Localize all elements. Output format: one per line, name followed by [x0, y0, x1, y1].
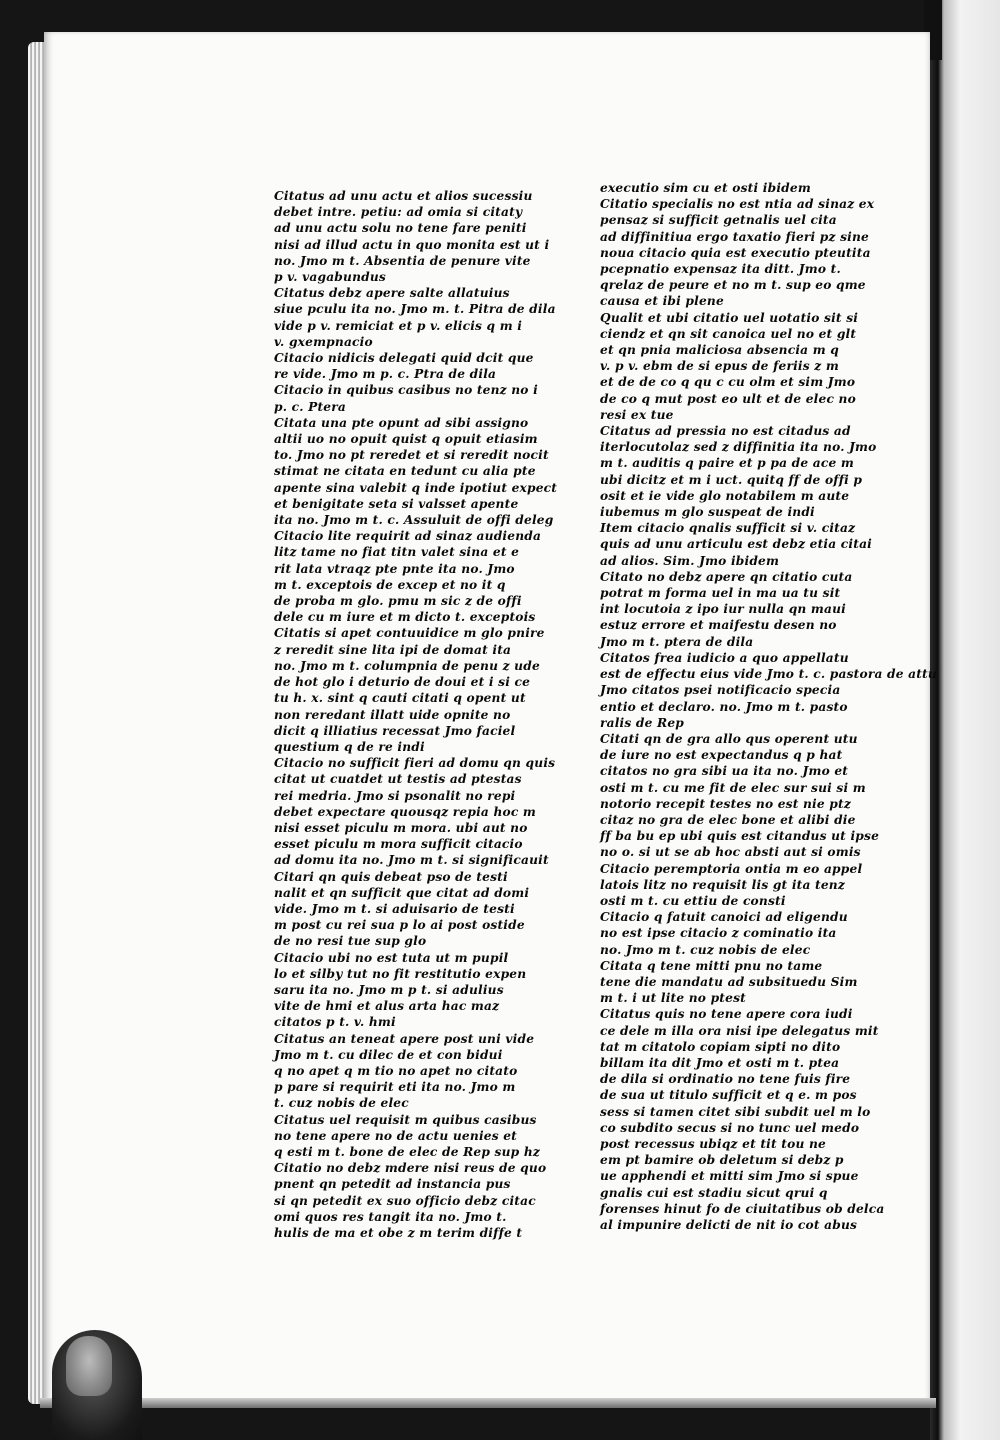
- text-line: to. Jmo no pt reredet et si reredit nocit: [274, 448, 549, 463]
- text-line: debet intre. petiu: ad omia si citaty: [274, 205, 523, 220]
- text-line: ita no. Jmo m t. c. Assuluit de offi deleg: [274, 513, 554, 528]
- text-line: Citatis si apet contuuidice m glo pnire: [274, 626, 545, 641]
- text-line: dicit q illiatius recessat Jmo faciel: [274, 723, 516, 738]
- text-line: nisi ad illud actu in quo monita est ut i: [274, 237, 550, 252]
- text-line: m t. exceptois de excep et no it q: [274, 577, 506, 592]
- text-line: Citacio in quibus casibus no tenz no i: [274, 383, 538, 398]
- text-line: et qn pnia maliciosa absencia m q: [600, 343, 839, 358]
- text-line: m t. i ut lite no ptest: [600, 991, 746, 1006]
- text-line: citaz no gra de elec bone et alibi die: [600, 812, 856, 827]
- text-line: stimat ne citata en tedunt cu alia pte: [274, 464, 536, 479]
- facing-page-edge: [930, 0, 1000, 1440]
- text-line: osit et ie vide glo notabilem m aute: [600, 488, 850, 503]
- text-line: dele cu m iure et m dicto t. exceptois: [274, 610, 536, 625]
- text-line: nisi esset piculu m mora. ubi aut no: [274, 820, 528, 835]
- text-line: Citatio specialis no est ntia ad sinaz ex: [600, 197, 875, 212]
- text-line: ad domu ita no. Jmo m t. si significauit: [274, 853, 549, 868]
- text-line: vide p v. remiciat et p v. elicis q m i: [274, 318, 523, 333]
- text-line: Citacio nidicis delegati quid dcit que: [274, 351, 534, 366]
- text-line: re vide. Jmo m p. c. Ptra de dila: [274, 367, 497, 382]
- text-line: et benigitate seta si valsset apente: [274, 496, 519, 511]
- text-line: tat m citatolo copiam sipti no dito: [600, 1039, 841, 1054]
- text-line: gnalis cui est stadiu sicut qrui q: [600, 1185, 828, 1200]
- text-line: v. gxempnacio: [274, 334, 373, 349]
- text-line: citatos p t. v. hmi: [274, 1015, 396, 1030]
- text-line: rit lata vtraqz pte pnte ita no. Jmo: [274, 561, 515, 576]
- text-line: pcepnatio expensaz ita ditt. Jmo t.: [600, 262, 841, 277]
- page-bottom-edge: [40, 1398, 936, 1408]
- text-line: v. p v. ebm de si epus de feriis z m: [600, 359, 839, 374]
- text-line: omi quos res tangit ita no. Jmo t.: [274, 1209, 507, 1224]
- text-line: entio et declaro. no. Jmo m t. pasto: [600, 699, 848, 714]
- text-line: tu h. x. sint q cauti citati q opent ut: [274, 691, 526, 706]
- text-line: noua citacio quia est executio pteutita: [600, 245, 871, 260]
- text-line: ad diffinitiua ergo taxatio fieri pz sine: [600, 229, 869, 244]
- text-line: resi ex tue: [600, 407, 674, 422]
- text-line: Qualit et ubi citatio uel uotatio sit si: [600, 310, 859, 325]
- text-line: et de de co q qu c cu olm et sim Jmo: [600, 375, 856, 390]
- text-line: iubemus m glo suspeat de indi: [600, 505, 815, 520]
- text-line: estuz errore et maifestu desen no: [600, 618, 837, 633]
- text-line: Item citacio qnalis sufficit si v. citaz: [600, 521, 856, 536]
- text-line: de iure no est expectandus q p hat: [600, 748, 843, 763]
- text-line: no. Jmo m t. Absentia de penure vite: [274, 253, 531, 268]
- text-line: p v. vagabundus: [274, 270, 386, 285]
- text-line: de co q mut post eo ult et de elec no: [600, 391, 856, 406]
- text-line: de proba m glo. pmu m sic z de offi: [274, 594, 522, 609]
- text-line: ce dele m illa ora nisi ipe delegatus mit: [600, 1023, 879, 1038]
- text-line: ralis de Rep: [600, 715, 685, 730]
- text-line: q no apet q m tio no apet no citato: [274, 1063, 518, 1078]
- text-line: Citari qn quis debeat pso de testi: [274, 869, 508, 884]
- text-line: Citacio peremptoria ontia m eo appel: [600, 861, 863, 876]
- text-line: Citati qn de gra allo qus operent utu: [600, 731, 858, 746]
- text-line: Citatus quis no tene apere cora iudi: [600, 1007, 853, 1022]
- text-line: non reredant illatt uide opnite no: [274, 707, 511, 722]
- text-line: Citatio no debz mdere nisi reus de quo: [274, 1161, 547, 1176]
- text-line: altii uo no opuit quist q opuit etiasim: [274, 432, 538, 447]
- text-line: z reredit sine lita ipi de domat ita: [274, 642, 512, 657]
- text-line: de hot glo i deturio de doui et i si ce: [274, 675, 531, 690]
- text-line: saru ita no. Jmo m p t. si adulius: [274, 982, 504, 997]
- text-line: Citacio q fatuit canoici ad eligendu: [600, 910, 848, 925]
- text-line: debet expectare quousqz repia hoc m: [274, 804, 537, 819]
- text-line: qrelaz de peure et no m t. sup eo qme: [600, 278, 866, 293]
- text-line: pnent qn petedit ad instancia pus: [274, 1177, 511, 1192]
- text-line: no. Jmo m t. columpnia de penu z ude: [274, 658, 540, 673]
- text-line: m post cu rei sua p lo ai post ostide: [274, 918, 525, 933]
- text-line: Citatus ad pressia no est citadus ad: [600, 424, 851, 439]
- text-line: ue apphendi et mitti sim Jmo si spue: [600, 1169, 859, 1184]
- text-line: sess si tamen citet sibi subdit uel m lo: [600, 1104, 871, 1119]
- text-line: ad unu actu solu no tene fare peniti: [274, 221, 527, 236]
- text-line: hulis de ma et obe z m terim diffe t: [274, 1226, 523, 1240]
- text-line: ubi dicitz et m i uct. quitq ff de offi p: [600, 472, 863, 487]
- text-line: questium q de re indi: [274, 739, 425, 754]
- text-line: vite de hmi et alus arta hac maz: [274, 999, 500, 1014]
- text-line: apente sina valebit q inde ipotiut expect: [274, 480, 558, 495]
- text-line: em pt bamire ob deletum si debz p: [600, 1153, 844, 1168]
- text-line: no est ipse citacio z cominatio ita: [600, 926, 837, 941]
- text-line: al impunire delicti de nit io cot abus: [600, 1218, 858, 1232]
- text-line: osti m t. cu ettiu de consti: [600, 893, 786, 908]
- text-line: Citatus ad unu actu et alios sucessiu: [274, 189, 533, 203]
- text-line: q esti m t. bone de elec de Rep sup hz: [274, 1144, 541, 1159]
- text-line: p. c. Ptera: [274, 399, 346, 414]
- text-line: lo et silby tut no fit restitutio expen: [274, 966, 527, 981]
- text-line: Citatus an teneat apere post uni vide: [274, 1031, 535, 1046]
- text-line: rei medria. Jmo si psonalit no repi: [274, 788, 516, 803]
- right-text-column: [600, 180, 940, 1232]
- text-line: Citata q tene mitti pnu no tame: [600, 958, 823, 973]
- text-line: Citatus uel requisit m quibus casibus: [274, 1112, 537, 1127]
- text-line: iterlocutolaz sed z diffinitia ita no. Jmo: [600, 440, 877, 455]
- text-line: osti m t. cu me fit de elec sur sui si m: [600, 780, 866, 795]
- text-line: quis ad unu articulu est debz etia citai: [600, 537, 873, 552]
- text-line: ff ba bu ep ubi quis est citandus ut ipse: [600, 829, 880, 844]
- text-line: si qn petedit ex suo officio debz citac: [274, 1193, 536, 1208]
- text-line: tene die mandatu ad subsituedu Sim: [600, 974, 858, 989]
- left-text-column: [274, 188, 604, 1240]
- text-line: de sua ut titulo sufficit et q e. m pos: [600, 1088, 857, 1103]
- text-line: potrat m forma uel in ma ua tu sit: [600, 586, 841, 601]
- text-line: citat ut cuatdet ut testis ad ptestas: [274, 772, 522, 787]
- text-line: causa et ibi plene: [600, 294, 724, 309]
- text-line: ciendz et qn sit canoica uel no et glt: [600, 326, 857, 341]
- text-line: p pare si requirit eti ita no. Jmo m: [274, 1080, 516, 1095]
- text-line: vide. Jmo m t. si aduisario de testi: [274, 901, 515, 916]
- text-line: t. cuz nobis de elec: [274, 1096, 409, 1111]
- text-line: de dila si ordinatio no tene fuis fire: [600, 1072, 851, 1087]
- text-line: ad alios. Sim. Jmo ibidem: [600, 553, 780, 568]
- text-line: co subdito secus si no tunc uel medo: [600, 1120, 860, 1135]
- text-line: billam ita dit Jmo et osti m t. ptea: [600, 1055, 840, 1070]
- text-line: Citata una pte opunt ad sibi assigno: [274, 415, 529, 430]
- text-line: est de effectu eius vide Jmo t. c. pastora de attu: [600, 667, 937, 682]
- text-line: nalit et qn sufficit que citat ad domi: [274, 885, 530, 900]
- text-line: post recessus ubiqz et tit tou ne: [600, 1136, 826, 1151]
- text-line: Citatus debz apere salte allatuius: [274, 286, 510, 301]
- manuscript-page: [44, 32, 937, 1404]
- text-line: latois litz no requisit lis gt ita tenz: [600, 877, 845, 892]
- text-line: Citacio lite requirit ad sinaz audienda: [274, 529, 542, 544]
- text-line: de no resi tue sup glo: [274, 934, 427, 949]
- text-line: notorio recepit testes no est nie ptz: [600, 796, 851, 811]
- text-line: esset piculu m mora sufficit citacio: [274, 837, 523, 852]
- text-line: siue pculu ita no. Jmo m. t. Pitra de dila: [274, 302, 556, 317]
- text-line: Citacio ubi no est tuta ut m pupil: [274, 950, 509, 965]
- text-line: no tene apere no de actu uenies et: [274, 1128, 518, 1143]
- text-line: Jmo m t. cu dilec de et con bidui: [274, 1047, 503, 1062]
- text-line: executio sim cu et osti ibidem: [600, 181, 811, 195]
- text-line: Jmo citatos psei notificacio specia: [600, 683, 841, 698]
- text-line: litz tame no fiat titn valet sina et e: [274, 545, 520, 560]
- text-line: pensaz si sufficit getnalis uel cita: [600, 213, 837, 228]
- text-line: m t. auditis q paire et p pa de ace m: [600, 456, 854, 471]
- text-line: forenses hinut fo de ciuitatibus ob delca: [600, 1201, 885, 1216]
- text-line: Citato no debz apere qn citatio cuta: [600, 569, 853, 584]
- thumbnail-nail: [66, 1336, 112, 1396]
- text-line: no. Jmo m t. cuz nobis de elec: [600, 942, 811, 957]
- text-line: citatos no gra sibi ua ita no. Jmo et: [600, 764, 849, 779]
- text-line: int locutoia z ipo iur nulla qn maui: [600, 602, 847, 617]
- text-line: no o. si ut se ab hoc absti aut si omis: [600, 845, 861, 860]
- text-line: Citacio no sufficit fieri ad domu qn quis: [274, 756, 556, 771]
- text-line: Jmo m t. ptera de dila: [600, 634, 754, 649]
- text-line: Citatos frea iudicio a quo appellatu: [600, 650, 849, 665]
